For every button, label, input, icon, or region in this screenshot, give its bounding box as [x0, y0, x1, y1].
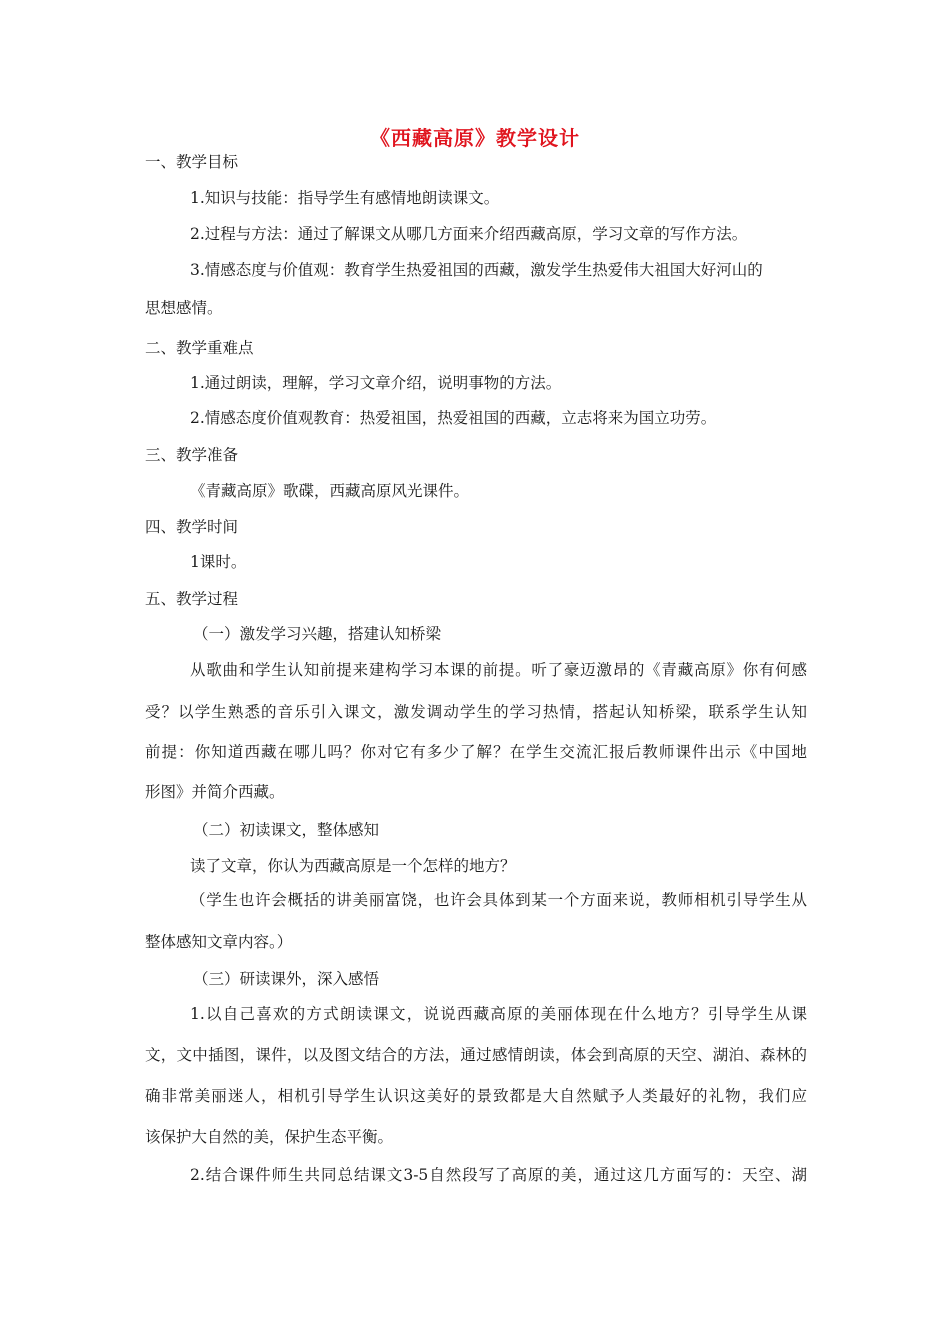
process-step-1-heading: （一）激发学习兴趣，搭建认知桥梁 [193, 625, 442, 643]
process-step-2-note-cont: 整体感知文章内容。） [145, 933, 293, 951]
process-step-3-item-1-cont: 确非常美丽迷人，相机引导学生认识这美好的景致都是大自然赋予人类最好的礼物，我们应 [145, 1087, 807, 1105]
section-heading-preparation: 三、教学准备 [145, 446, 239, 464]
preparation-text: 《青藏高原》歌碟，西藏高原风光课件。 [190, 482, 470, 500]
process-step-2-note: （学生也许会概括的讲美丽富饶，也许会具体到某一个方面来说，教师相机引导学生从 [190, 891, 807, 909]
process-step-3-item-1-cont: 文，文中插图，课件，以及图文结合的方法，通过感情朗读，体会到高原的天空、湖泊、森林的 [145, 1046, 807, 1064]
process-step-3-item-2: 2.结合课件师生共同总结课文3-5自然段写了高原的美，通过这几方面写的：天空、湖 [190, 1166, 807, 1184]
process-step-2-question: 读了文章，你认为西藏高原是一个怎样的地方？ [190, 857, 516, 875]
objective-item-3: 3.情感态度与价值观：教育学生热爱祖国的西藏，激发学生热爱伟大祖国大好河山的 [190, 261, 763, 279]
objective-item-3-cont: 思想感情。 [145, 299, 223, 317]
document-title: 《西藏高原》教学设计 [370, 126, 580, 150]
process-step-2-heading: （二）初读课文，整体感知 [193, 821, 380, 839]
process-step-3-item-1: 1.以自己喜欢的方式朗读课文，说说西藏高原的美丽体现在什么地方？引导学生从课 [190, 1005, 807, 1023]
process-step-3-item-1-cont: 该保护大自然的美，保护生态平衡。 [145, 1128, 394, 1146]
process-step-1-paragraph-cont: 受？以学生熟悉的音乐引入课文，激发调动学生的学习热情，搭起认知桥梁，联系学生认知 [145, 703, 807, 721]
objective-item-1: 1.知识与技能：指导学生有感情地朗读课文。 [190, 189, 500, 207]
process-step-1-paragraph-cont: 前提：你知道西藏在哪儿吗？你对它有多少了解？在学生交流汇报后教师课件出示《中国地 [145, 743, 807, 761]
process-step-1-paragraph: 从歌曲和学生认知前提来建构学习本课的前提。听了豪迈激昂的《青藏高原》你有何感 [190, 661, 807, 679]
key-point-item-1: 1.通过朗读，理解，学习文章介绍，说明事物的方法。 [190, 374, 562, 392]
process-step-1-paragraph-cont: 形图》并简介西藏。 [145, 783, 285, 801]
objective-item-2: 2.过程与方法：通过了解课文从哪几方面来介绍西藏高原，学习文章的写作方法。 [190, 225, 748, 243]
section-heading-time: 四、教学时间 [145, 518, 239, 536]
section-heading-objectives: 一、教学目标 [145, 153, 239, 171]
section-heading-process: 五、教学过程 [145, 590, 239, 608]
process-step-3-heading: （三）研读课外，深入感悟 [193, 970, 380, 988]
time-text: 1课时。 [190, 553, 247, 571]
section-heading-key-points: 二、教学重难点 [145, 339, 254, 357]
key-point-item-2: 2.情感态度价值观教育：热爱祖国，热爱祖国的西藏，立志将来为国立功劳。 [190, 409, 717, 427]
